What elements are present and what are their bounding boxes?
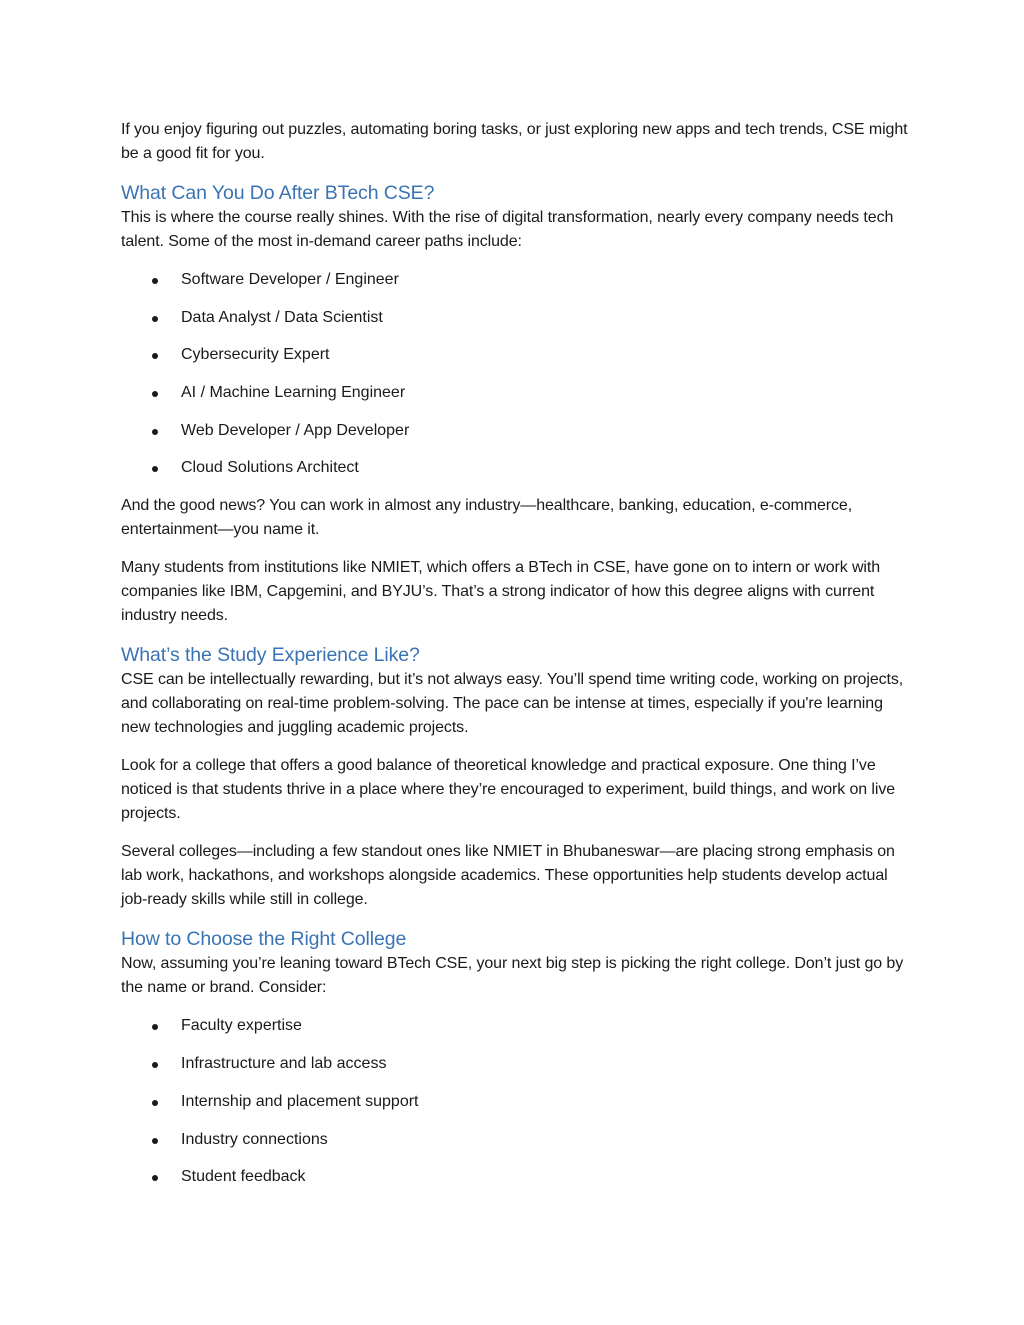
bullet-icon [152, 1175, 158, 1181]
list-item-label: Web Developer / App Developer [181, 421, 410, 439]
list-item-label: Software Developer / Engineer [181, 271, 399, 288]
list-item [121, 268, 911, 292]
list-item [121, 1090, 911, 1114]
bullet-icon [152, 466, 158, 472]
list-item-label: AI / Machine Learning Engineer [181, 384, 406, 402]
list-item-label: Infrastructure and lab access [181, 1055, 387, 1073]
list-item [121, 1165, 911, 1189]
list-item-label: Faculty expertise [181, 1017, 302, 1035]
list-item [121, 456, 911, 480]
nmiet-internships-paragraph: Many students from institutions like NMIET, which offers a BTech in CSE, have gone on to intern or work with companies like IBM, Capgemini, and BYJU’s. That’s a strong indicator of how this degree aligns with current industry needs. [121, 559, 881, 625]
bullet-icon [152, 391, 158, 397]
list-item [121, 343, 911, 367]
list-item-label: Student feedback [181, 1168, 306, 1186]
bullet-icon [152, 278, 158, 284]
bullet-icon [152, 1062, 158, 1068]
careers-lead-paragraph: This is where the course really shines. With the rise of digital transformation, nearly every company needs tech talent. Some of the most in-demand career paths include: [121, 209, 894, 250]
career-paths-list [121, 268, 911, 480]
college-criteria-list [121, 1014, 911, 1189]
study-paragraph-1: CSE can be intellectually rewarding, but it’s not always easy. You’ll spend time writing code, working on projects, and collaborating on real-time problem-solving. The pace can be intense at times, especially if you're learning new technologies and juggling academic projects. [121, 671, 904, 737]
bullet-icon [152, 1100, 158, 1106]
list-item-label: Cloud Solutions Architect [181, 459, 359, 477]
list-item [121, 1052, 911, 1076]
bullet-icon [152, 429, 158, 435]
bullet-icon [152, 1024, 158, 1030]
study-heading: What’s the Study Experience Like? [121, 644, 420, 667]
list-item-label: Internship and placement support [181, 1092, 419, 1110]
list-item [121, 306, 911, 330]
list-item-label: Cybersecurity Expert [181, 346, 330, 364]
list-item [121, 381, 911, 405]
study-paragraph-2: Look for a college that offers a good balance of theoretical knowledge and practical exposure. One thing I’ve noticed is that students thrive in a place where they’re encouraged to experiment, build things, and work on live projects. [121, 757, 896, 823]
study-paragraph-3: Several colleges—including a few standout ones like NMIET in Bhubaneswar—are placing strong emphasis on lab work, hackathons, and workshops alongside academics. These opportunities help students develop actual job-ready skills while still in college. [121, 843, 895, 909]
bullet-icon [152, 353, 158, 359]
document-page [121, 118, 911, 1203]
bullet-icon [152, 1138, 158, 1144]
intro-paragraph: If you enjoy figuring out puzzles, automating boring tasks, or just exploring new apps and tech trends, CSE might be a good fit for you. [121, 121, 908, 162]
list-item [121, 1128, 911, 1152]
bullet-icon [152, 316, 158, 322]
list-item-label: Industry connections [181, 1130, 328, 1148]
college-lead-paragraph: Now, assuming you’re leaning toward BTech CSE, your next big step is picking the right college. Don’t just go by the name or brand. Consider: [121, 955, 904, 997]
list-item [121, 419, 911, 443]
industries-paragraph: And the good news? You can work in almost any industry—healthcare, banking, education, e-commerce, entertainment—you name it. [121, 497, 853, 539]
college-heading: How to Choose the Right College [121, 928, 407, 951]
careers-heading: What Can You Do After BTech CSE? [121, 182, 435, 204]
list-item [121, 1014, 911, 1038]
list-item-label: Data Analyst / Data Scientist [181, 308, 383, 326]
